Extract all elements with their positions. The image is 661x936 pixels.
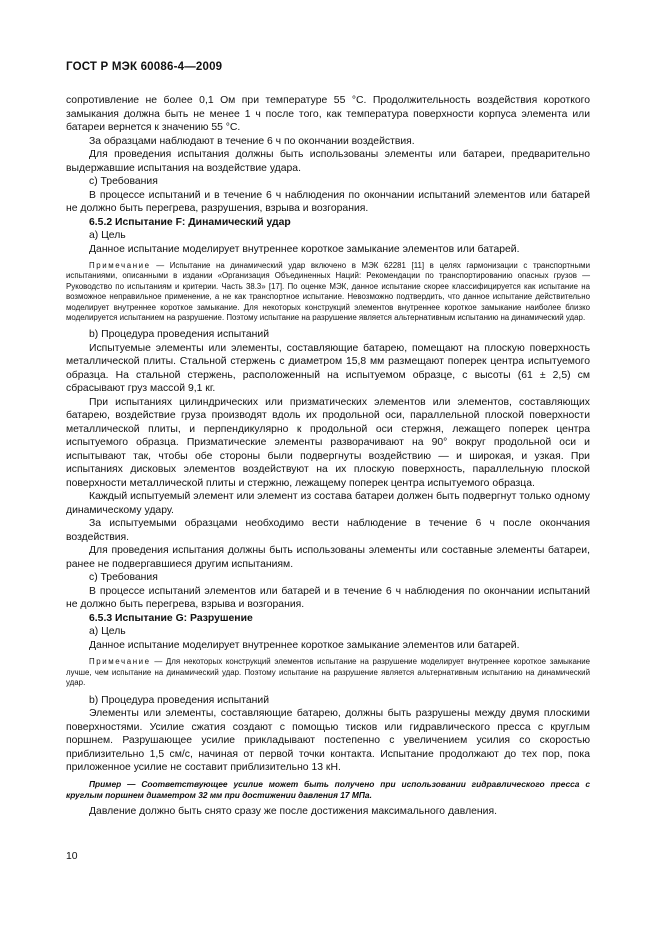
paragraph: Испытуемые элементы или элементы, составляющие батарею, помещают на плоскую поверхность металлической плиты. Стальной стержень с диаметром 15,8 мм размещают поперек центра испытуемого образца. На стальной стержень, расположенный на испытуемом образце, с высоты (61 ± 2,5) см сбрасывают груз массой 9,1 кг. — [66, 342, 590, 395]
paragraph: За испытуемыми образцами необходимо вести наблюдение в течение 6 ч после окончания воздействия. — [66, 518, 590, 543]
list-item: b) Процедура проведения испытаний — [89, 329, 270, 341]
note — [66, 657, 590, 688]
paragraph: Данное испытание моделирует внутреннее короткое замыкание элементов или батарей. — [89, 243, 520, 255]
note — [66, 261, 590, 323]
paragraph: В процессе испытаний и в течение 6 ч наблюдения по окончании испытаний элементов или батарей не должно быть перегрева, разрушения, взрыва и возгорания. — [66, 189, 590, 214]
paragraph: Данное испытание моделирует внутреннее короткое замыкание элементов или батарей. — [89, 639, 520, 651]
paragraph: В процессе испытаний элементов или батарей и в течение 6 ч наблюдения по окончании испытаний не должно быть перегрева, взрыва и возгорания. — [66, 585, 590, 611]
example: Пример — Соответствующее усилие может быть получено при использовании гидравлического пресса с круглым поршнем диаметром 32 мм при достижении давления 17 МПа. — [66, 778, 590, 800]
document-body — [66, 94, 590, 818]
list-item: a) Цель — [89, 230, 126, 241]
page-number: 10 — [66, 851, 78, 862]
list-item: c) Требования — [89, 572, 158, 584]
note-label: Примечание — [89, 657, 151, 667]
paragraph: При испытаниях цилиндрических или призматических элементов или элементов, составляющих батарею, воздействие груза производят вдоль их продольной оси, параллельной плоской поверхности металлической плиты, и перпендикулярно к продольной оси стержня, лежащего поперек центра испытуемого образца. Призматические элементы разворачивают на 90° вокруг продольной оси и испытывают так, чтобы обе стороны были подвергнуты воздействию — и широкая, и узкая. При испытаниях дисковых элементов воздействуют на их плоскую поверхность, параллельную плоской поверхности металлической плиты и стержню, лежащему поперек центра испытуемого образца. — [66, 396, 590, 489]
list-item: a) Цель — [89, 626, 126, 638]
paragraph: Давление должно быть снято сразу же после достижения максимального давления. — [89, 805, 497, 817]
list-item: c) Требования — [89, 176, 158, 187]
note-text: — Испытание на динамический удар включено в МЭК 62281 [11] в целях гармонизации с транспортными испытаниями, описанными в издании «Организация Объединенных Наций: Рекомендации по транспортированию опасных грузов — Руководство по испытаниям и критерии. Часть 38.3» [17]. По оценке МЭК, данное испытание скорее классифицируется как испытание на возможное неправильное применение, а не как транспортное испытание. Невозможно подтвердить, что данное испытание действительно моделирует внутреннее короткое замыкание. Для некоторых конструкций элементов внутреннее короткое замыкание наиболее близко моделируется испытанием на разрушение. Поэтому испытание на разрушение является альтернативным испытанию на динамический удар. — [66, 261, 590, 323]
note-label: Примечание — [89, 261, 151, 270]
section-heading: 6.5.2 Испытание F: Динамический удар — [89, 216, 291, 228]
paragraph: сопротивление не более 0,1 Ом при температуре 55 °С. Продолжительность воздействия короткого замыкания должна быть не менее 1 ч после того, как температура поверхности корпуса элемента или батареи вернется к значению 55 °С. — [66, 95, 590, 133]
note-text: — Для некоторых конструкций элементов испытание на разрушение моделирует внутреннее короткое замыкание лучше, чем испытание на динамический удар. Поэтому испытание на разрушение является альтернативным испытанию на динамический удар. — [66, 657, 590, 688]
paragraph: Каждый испытуемый элемент или элемент из состава батареи должен быть подвергнут только одному динамическому удару. — [66, 491, 590, 516]
paragraph: Элементы или элементы, составляющие батарею, должны быть разрушены между двумя плоскими поверхностями. Усилие сжатия создают с помощью тисков или гидравлического пресса с круглым поршнем. Разрушающее усилие прикладывают постепенно с увеличением усилия со скоростью приблизительно 1,5 см/с, начиная от первой точки контакта. Испытание продолжают до тех пор, пока приложенное усилие не составит приблизительно 13 кН. — [66, 708, 590, 774]
list-item: b) Процедура проведения испытаний — [89, 694, 270, 706]
paragraph: За образцами наблюдают в течение 6 ч по окончании воздействия. — [89, 135, 415, 147]
section-heading: 6.5.3 Испытание G: Разрушение — [89, 612, 253, 624]
paragraph: Для проведения испытания должны быть использованы элементы или составные элементы батареи, ранее не подвергавшиеся другим испытаниям. — [66, 545, 590, 570]
page-header: ГОСТ Р МЭК 60086-4—2009 — [66, 61, 223, 73]
paragraph: Для проведения испытания должны быть использованы элементы или батареи, предварительно выдержавшие испытания на воздействие удара. — [66, 149, 590, 174]
